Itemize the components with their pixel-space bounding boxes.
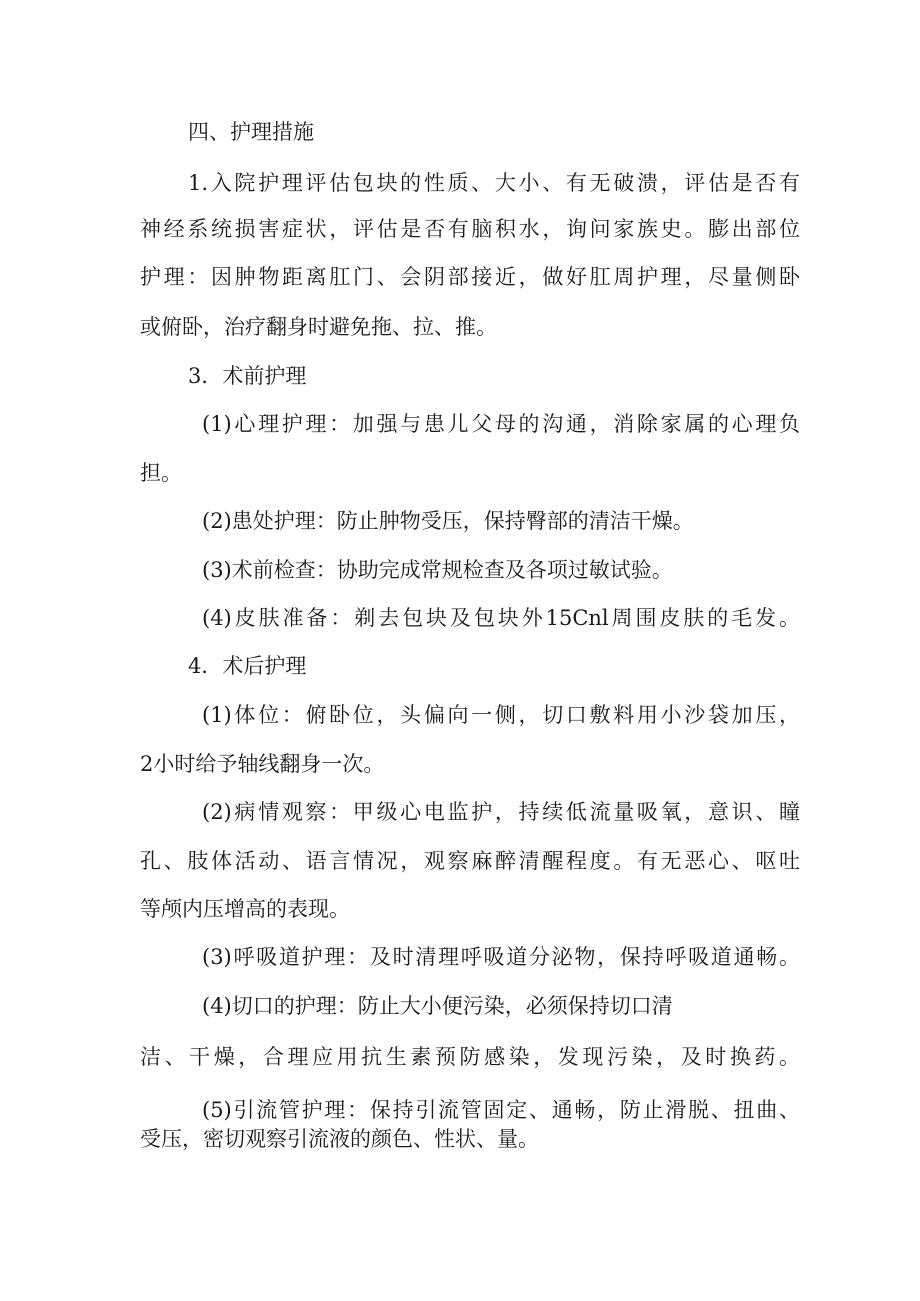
post-op-item-1-line-1: (1)体位：俯卧位，头偏向一侧，切口敷料用小沙袋加压，: [202, 703, 800, 727]
post-op-item-2-line-1: (2)病情观察：甲级心电监护，持续低流量吸氧，意识、瞳: [202, 800, 800, 824]
post-op-item-1-line-2: 2小时给予轴线翻身一次。: [140, 752, 385, 776]
post-op-item-4-line-2: 洁、干燥，合理应用抗生素预防感染，发现污染，及时换药。: [140, 1045, 800, 1069]
section-heading: 四、护理措施: [188, 120, 314, 144]
paragraph-1-line-3: 护理：因肿物距离肛门、会阴部接近，做好肛周护理，尽量侧卧: [140, 265, 800, 289]
post-op-item-2-line-2: 孔、肢体活动、语言情况，观察麻醉清醒程度。有无恶心、呕吐: [140, 849, 800, 873]
post-op-item-5-line-1: (5)引流管护理：保持引流管固定、通畅，防止滑脱、扭曲、: [202, 1098, 800, 1122]
pre-op-item-2: (2)患处护理：防止肿物受压，保持臀部的清洁干燥。: [202, 509, 694, 533]
post-op-item-4-line-1: (4)切口的护理：防止大小便污染，必须保持切口清: [202, 994, 673, 1018]
post-op-item-5-line-2: 受压，密切观察引流液的颜色、性状、量。: [140, 1127, 539, 1151]
section-3-title: 3．术前护理: [188, 364, 307, 388]
pre-op-item-3: (3)术前检查：协助完成常规检查及各项过敏试验。: [202, 558, 673, 582]
paragraph-1-line-2: 神经系统损害症状，评估是否有脑积水，询问家族史。膨出部位: [140, 217, 800, 241]
post-op-item-2-line-3: 等颅内压增高的表现。: [140, 897, 350, 921]
pre-op-item-1-line-2: 担。: [140, 461, 182, 485]
pre-op-item-1-line-1: (1)心理护理：加强与患儿父母的沟通，消除家属的心理负: [202, 412, 800, 436]
paragraph-1-line-1: 1.入院护理评估包块的性质、大小、有无破溃，评估是否有: [188, 171, 800, 195]
section-4-title: 4．术后护理: [188, 654, 307, 678]
paragraph-1-line-4: 或俯卧，治疗翻身时避免拖、拉、推。: [140, 315, 497, 339]
pre-op-item-4: (4)皮肤准备：剃去包块及包块外15Cnl周围皮肤的毛发。: [202, 606, 800, 630]
post-op-item-3: (3)呼吸道护理：及时清理呼吸道分泌物，保持呼吸道通畅。: [202, 945, 800, 969]
